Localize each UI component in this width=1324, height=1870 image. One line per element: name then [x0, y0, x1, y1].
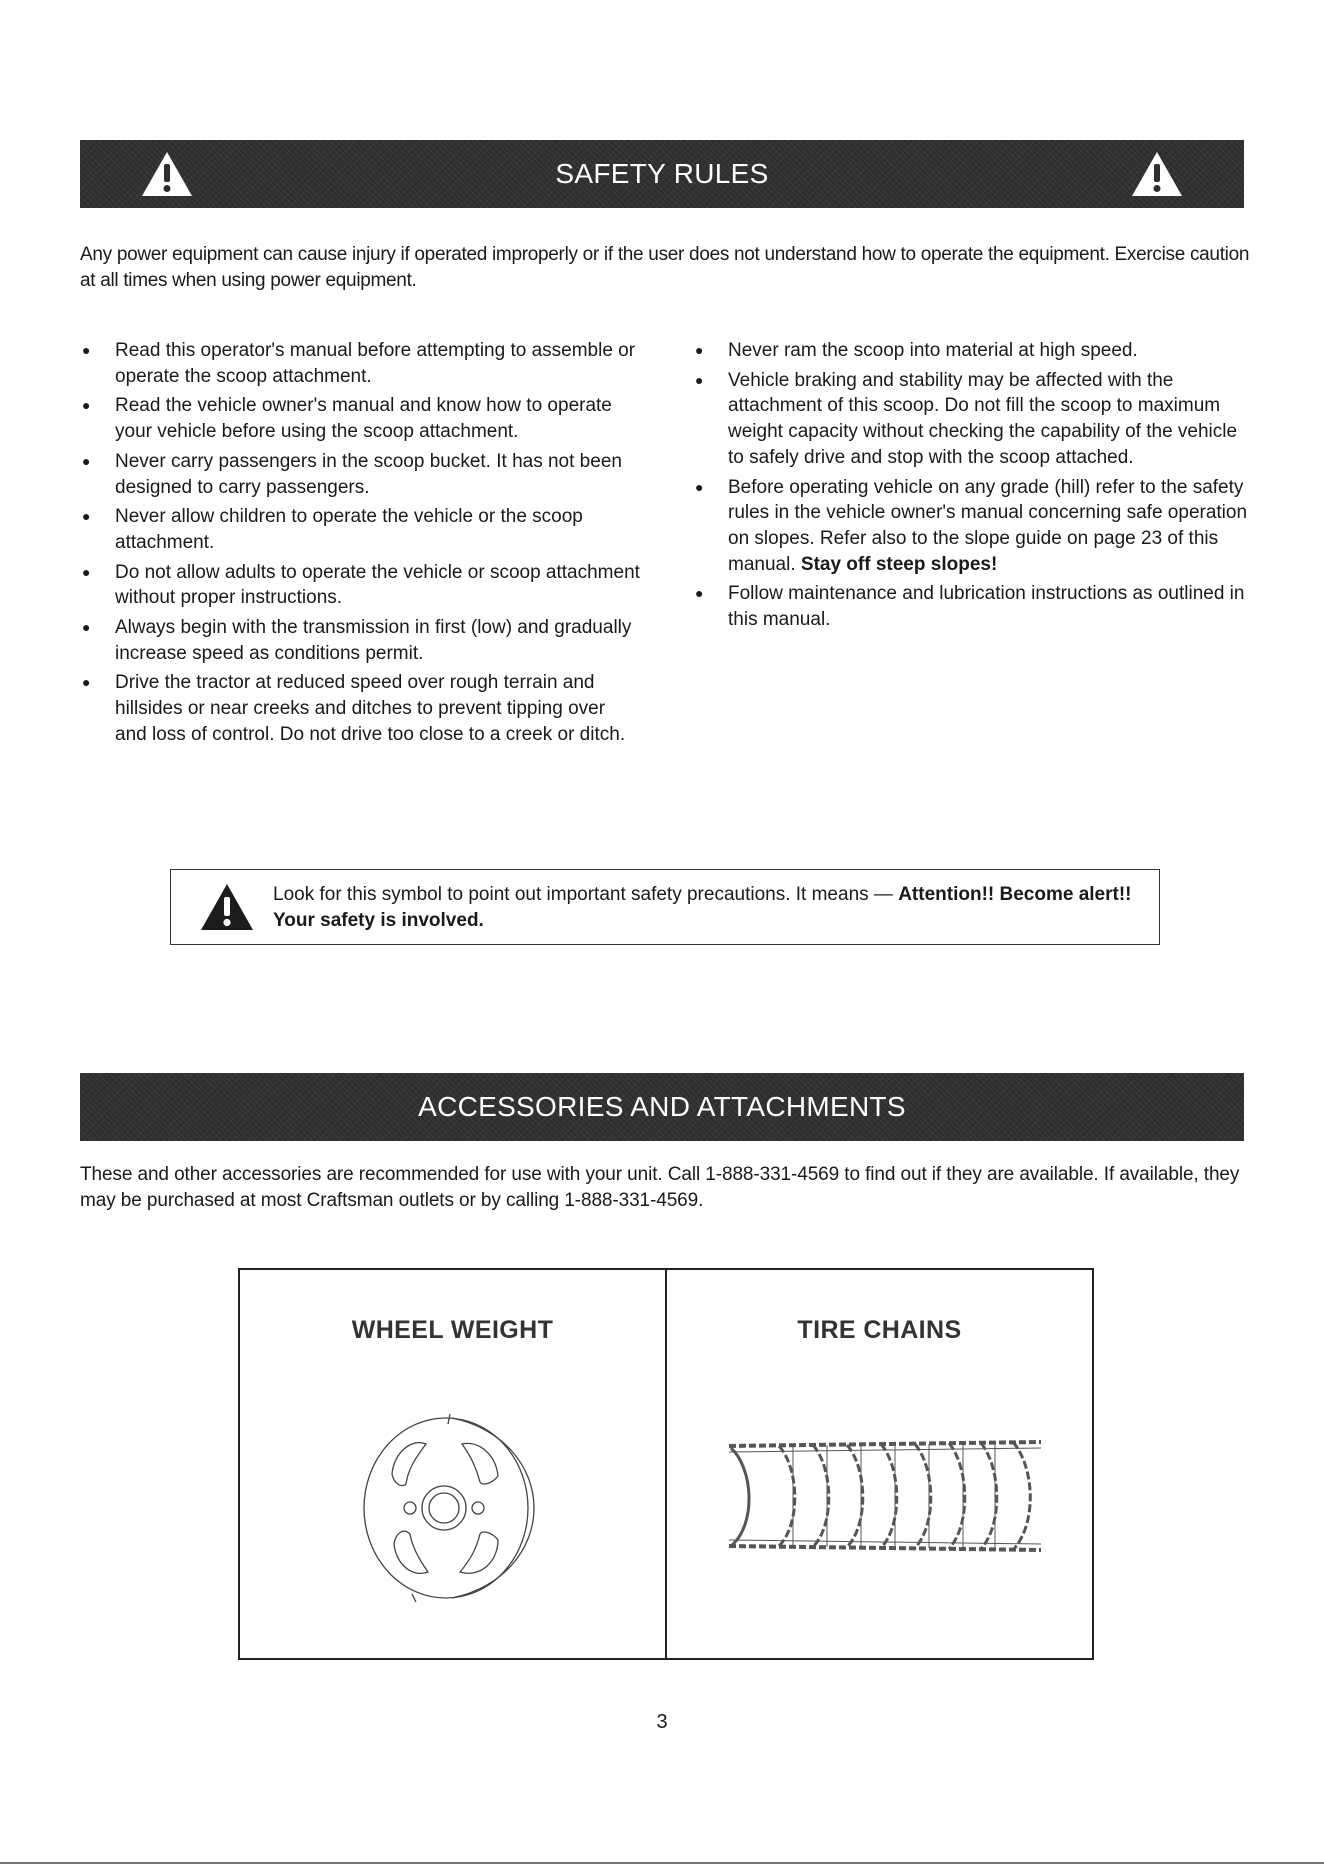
bullet-icon: ● [82, 508, 91, 525]
rule-text: Never carry passengers in the scoop bucket. It has not been designed to carry passengers. [115, 450, 622, 498]
accessory-cell-tire-chains [665, 1270, 1092, 1658]
accessories-banner [80, 1073, 1244, 1141]
rule-text: Follow maintenance and lubrication instructions as outlined in this manual. [728, 583, 1245, 631]
page-number: 3 [656, 1711, 668, 1733]
safety-alert-box [170, 869, 1160, 945]
list-item [82, 560, 642, 611]
bullet-icon: ● [82, 674, 91, 691]
safety-rules-title: SAFETY RULES [555, 158, 769, 189]
bullet-icon: ● [695, 371, 704, 388]
bullet-icon: ● [82, 563, 91, 580]
wheel-weight-icon [352, 1404, 552, 1604]
list-item [82, 449, 642, 500]
rule-text: Read the vehicle owner's manual and know how to operate your vehicle before using the scoop attachment. [115, 395, 612, 443]
accessory-cell-wheel-weight [240, 1270, 665, 1658]
alert-text [273, 882, 1145, 934]
list-item [82, 338, 642, 389]
rule-text: Always begin with the transmission in first (low) and gradually increase speed as conditions permit. [115, 617, 632, 664]
safety-intro-paragraph: Any power equipment can cause injury if operated improperly or if the user does not understand how to operate the equipment. Exercise caution at all times when using power equipment. [80, 244, 1250, 291]
safety-rules-banner [80, 140, 1244, 208]
warning-triangle-icon [140, 150, 194, 198]
alert-normal-text: Look for this symbol to point out important safety precautions. It means — [273, 884, 893, 905]
list-item [82, 615, 642, 666]
accessory-label: TIRE CHAINS [797, 1316, 962, 1344]
rule-text: Read this operator's manual before attempting to assemble or operate the scoop attachment. [115, 340, 636, 387]
rule-bold-text: Stay off steep slopes! [800, 553, 998, 575]
rule-text: Before operating vehicle on any grade (hill) refer to the safety rules in the vehicle owner's manual concerning safe operation on slopes. Refer also to the slope guide on page 23 of this manual. [728, 476, 1248, 575]
bullet-icon: ● [82, 452, 91, 469]
safety-rules-list-left [82, 338, 642, 752]
list-item [82, 504, 642, 555]
rule-text: Never ram the scoop into material at high speed. [728, 340, 1138, 361]
accessories-intro-paragraph: These and other accessories are recommended for use with your unit. Call 1-888-331-4569 to find out if they are available. If available, they may be purchased at most Craftsman outlets or by calling 1-888-331-4569. [80, 1164, 1240, 1211]
accessory-label: WHEEL WEIGHT [351, 1316, 554, 1344]
warning-triangle-icon [1130, 150, 1184, 198]
list-item [695, 338, 1255, 364]
rule-text: Never allow children to operate the vehicle or the scoop attachment. [115, 506, 583, 553]
accessories-title: ACCESSORIES AND ATTACHMENTS [418, 1091, 906, 1122]
bullet-icon: ● [695, 342, 704, 358]
rule-text: Vehicle braking and stability may be affected with the attachment of this scoop. Do not fill the scoop to maximum weight capacity without checking the capability of the vehicle to safely drive and stop with the scoop attached. [728, 369, 1238, 468]
tire-chains-icon [723, 1428, 1043, 1568]
bullet-icon: ● [695, 478, 704, 495]
rule-text: Do not allow adults to operate the vehicle or scoop attachment without proper instructions. [115, 561, 640, 609]
list-item [695, 475, 1255, 578]
list-item [82, 670, 642, 747]
list-item [695, 581, 1255, 632]
list-item [695, 368, 1255, 471]
bullet-icon: ● [695, 585, 704, 602]
safety-rules-list-right [695, 338, 1255, 637]
bullet-icon: ● [82, 342, 91, 358]
bullet-icon: ● [82, 397, 91, 414]
list-item [82, 393, 642, 444]
bottom-rule [0, 1862, 1324, 1864]
accessories-table [238, 1268, 1094, 1660]
rule-text: Drive the tractor at reduced speed over rough terrain and hillsides or near creeks and ditches to prevent tipping over and loss of control. Do not drive too close to a creek or ditch. [115, 672, 626, 745]
warning-triangle-icon [199, 882, 255, 932]
alert-bold-text: Attention!! Become alert!! Your safety is involved. [273, 884, 1132, 931]
bullet-icon: ● [82, 619, 91, 636]
